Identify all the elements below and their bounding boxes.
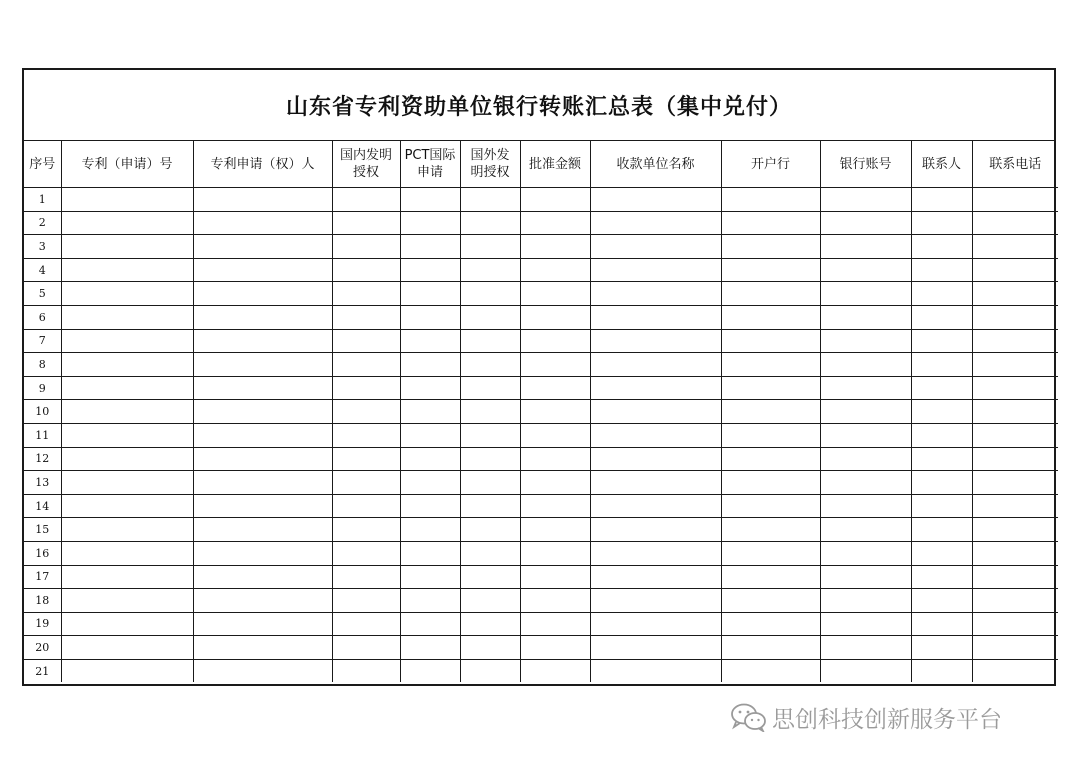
table-cell[interactable] xyxy=(590,329,721,353)
table-cell[interactable] xyxy=(61,447,193,471)
table-cell[interactable] xyxy=(400,305,460,329)
table-cell[interactable] xyxy=(721,282,820,306)
table-cell[interactable] xyxy=(332,400,400,424)
table-cell[interactable] xyxy=(911,235,972,259)
table-cell[interactable] xyxy=(820,258,911,282)
table-cell[interactable] xyxy=(460,565,520,589)
table-cell[interactable] xyxy=(911,636,972,660)
table-cell[interactable] xyxy=(400,541,460,565)
table-cell[interactable] xyxy=(332,211,400,235)
table-row xyxy=(24,258,1058,282)
table-cell[interactable] xyxy=(590,400,721,424)
column-header: 序号 xyxy=(24,141,61,188)
table-cell[interactable] xyxy=(721,353,820,377)
table-cell[interactable] xyxy=(721,471,820,495)
summary-table-sheet xyxy=(22,68,1056,686)
table-cell[interactable] xyxy=(721,305,820,329)
table-cell[interactable] xyxy=(972,612,1058,636)
table-cell[interactable] xyxy=(332,305,400,329)
table-cell[interactable] xyxy=(972,305,1058,329)
table-cell[interactable] xyxy=(61,188,193,212)
header-row xyxy=(24,141,1058,188)
table-cell[interactable] xyxy=(590,282,721,306)
table-cell[interactable] xyxy=(820,471,911,495)
table-cell[interactable] xyxy=(460,636,520,660)
table-cell[interactable] xyxy=(590,565,721,589)
table-cell[interactable] xyxy=(590,494,721,518)
table-cell[interactable] xyxy=(721,541,820,565)
table-cell[interactable] xyxy=(400,659,460,682)
table-cell[interactable] xyxy=(61,282,193,306)
table-cell[interactable] xyxy=(460,282,520,306)
table-cell[interactable] xyxy=(972,423,1058,447)
table-row xyxy=(24,376,1058,400)
table-cell[interactable] xyxy=(400,423,460,447)
table-cell[interactable] xyxy=(332,494,400,518)
watermark xyxy=(730,700,1002,734)
column-header: 联系电话 xyxy=(972,141,1058,188)
table-cell[interactable] xyxy=(520,400,590,424)
table-cell[interactable] xyxy=(193,518,332,542)
table-cell[interactable] xyxy=(972,659,1058,682)
column-header: 银行账号 xyxy=(820,141,911,188)
table-cell[interactable] xyxy=(972,518,1058,542)
table-cell[interactable] xyxy=(460,188,520,212)
table-cell[interactable] xyxy=(61,589,193,613)
table-cell[interactable] xyxy=(400,471,460,495)
table-cell[interactable] xyxy=(460,447,520,471)
table-cell[interactable] xyxy=(460,400,520,424)
table-cell[interactable] xyxy=(721,400,820,424)
table-cell[interactable] xyxy=(911,376,972,400)
table-cell[interactable] xyxy=(193,400,332,424)
column-header: 联系人 xyxy=(911,141,972,188)
table-row xyxy=(24,329,1058,353)
table-cell[interactable] xyxy=(820,494,911,518)
table-cell[interactable] xyxy=(460,353,520,377)
table-cell[interactable] xyxy=(721,612,820,636)
column-header: 批准金额 xyxy=(520,141,590,188)
table-cell[interactable] xyxy=(911,447,972,471)
row-number: 17 xyxy=(24,565,61,589)
table-cell[interactable] xyxy=(911,612,972,636)
table-cell[interactable] xyxy=(460,494,520,518)
table-cell[interactable] xyxy=(193,282,332,306)
table-cell[interactable] xyxy=(911,258,972,282)
table-cell[interactable] xyxy=(193,353,332,377)
table-cell[interactable] xyxy=(911,211,972,235)
table-cell[interactable] xyxy=(193,636,332,660)
column-header: 专利申请（权）人 xyxy=(193,141,332,188)
table-cell[interactable] xyxy=(400,447,460,471)
table-cell[interactable] xyxy=(820,423,911,447)
table-cell[interactable] xyxy=(911,423,972,447)
table-cell[interactable] xyxy=(193,612,332,636)
table-cell[interactable] xyxy=(520,305,590,329)
table-cell[interactable] xyxy=(820,282,911,306)
row-number: 12 xyxy=(24,447,61,471)
table-cell[interactable] xyxy=(820,447,911,471)
row-number: 5 xyxy=(24,282,61,306)
row-number: 9 xyxy=(24,376,61,400)
row-number: 19 xyxy=(24,612,61,636)
table-cell[interactable] xyxy=(721,188,820,212)
column-header: 国内发明 授权 xyxy=(332,141,400,188)
table-cell[interactable] xyxy=(61,305,193,329)
table-cell[interactable] xyxy=(193,329,332,353)
table-cell[interactable] xyxy=(820,188,911,212)
table-cell[interactable] xyxy=(332,447,400,471)
table-cell[interactable] xyxy=(61,565,193,589)
table-cell[interactable] xyxy=(520,541,590,565)
table-cell[interactable] xyxy=(61,471,193,495)
table-cell[interactable] xyxy=(972,400,1058,424)
table-cell[interactable] xyxy=(400,211,460,235)
table-cell[interactable] xyxy=(820,329,911,353)
table-cell[interactable] xyxy=(721,636,820,660)
row-number: 14 xyxy=(24,494,61,518)
table-cell[interactable] xyxy=(61,353,193,377)
table-cell[interactable] xyxy=(520,376,590,400)
table-cell[interactable] xyxy=(820,400,911,424)
table-row xyxy=(24,447,1058,471)
table-cell[interactable] xyxy=(721,565,820,589)
table-row xyxy=(24,494,1058,518)
table-cell[interactable] xyxy=(590,211,721,235)
table-cell[interactable] xyxy=(460,305,520,329)
table-cell[interactable] xyxy=(193,235,332,259)
table-cell[interactable] xyxy=(911,518,972,542)
table-cell[interactable] xyxy=(61,636,193,660)
row-number: 4 xyxy=(24,258,61,282)
table-cell[interactable] xyxy=(332,589,400,613)
table-cell[interactable] xyxy=(721,235,820,259)
table-cell[interactable] xyxy=(400,518,460,542)
table-cell[interactable] xyxy=(911,565,972,589)
table-cell[interactable] xyxy=(332,376,400,400)
table-row xyxy=(24,612,1058,636)
table-cell[interactable] xyxy=(590,353,721,377)
table-row xyxy=(24,659,1058,682)
row-number: 2 xyxy=(24,211,61,235)
table-cell[interactable] xyxy=(972,541,1058,565)
row-number: 8 xyxy=(24,353,61,377)
table-row xyxy=(24,541,1058,565)
table-title: 山东省专利资助单位银行转账汇总表（集中兑付） xyxy=(24,70,1054,141)
table-row xyxy=(24,282,1058,306)
table-cell[interactable] xyxy=(820,589,911,613)
table-cell[interactable] xyxy=(520,659,590,682)
table-cell[interactable] xyxy=(590,305,721,329)
table-row xyxy=(24,423,1058,447)
table-row xyxy=(24,589,1058,613)
table-cell[interactable] xyxy=(400,636,460,660)
table-cell[interactable] xyxy=(590,589,721,613)
table-cell[interactable] xyxy=(193,188,332,212)
table-cell[interactable] xyxy=(520,211,590,235)
table-cell[interactable] xyxy=(721,258,820,282)
table-cell[interactable] xyxy=(820,541,911,565)
table-cell[interactable] xyxy=(400,376,460,400)
table-cell[interactable] xyxy=(520,589,590,613)
table-cell[interactable] xyxy=(911,282,972,306)
table-cell[interactable] xyxy=(820,612,911,636)
table-cell[interactable] xyxy=(520,353,590,377)
column-header: 专利（申请）号 xyxy=(61,141,193,188)
table-cell[interactable] xyxy=(400,188,460,212)
table-cell[interactable] xyxy=(820,376,911,400)
table-row xyxy=(24,188,1058,212)
table-cell[interactable] xyxy=(400,235,460,259)
table-cell[interactable] xyxy=(520,235,590,259)
watermark-text: 思创科技创新服务平台 xyxy=(772,706,1002,733)
table-row xyxy=(24,518,1058,542)
table-cell[interactable] xyxy=(972,447,1058,471)
table-cell[interactable] xyxy=(972,494,1058,518)
table-cell[interactable] xyxy=(911,353,972,377)
table-cell[interactable] xyxy=(332,353,400,377)
table-cell[interactable] xyxy=(332,329,400,353)
table-cell[interactable] xyxy=(400,400,460,424)
table-cell[interactable] xyxy=(61,518,193,542)
table-cell[interactable] xyxy=(911,471,972,495)
table-cell[interactable] xyxy=(590,636,721,660)
table-cell[interactable] xyxy=(400,565,460,589)
table-cell[interactable] xyxy=(460,659,520,682)
table-cell[interactable] xyxy=(61,376,193,400)
row-number: 20 xyxy=(24,636,61,660)
table-cell[interactable] xyxy=(590,235,721,259)
table-cell[interactable] xyxy=(520,518,590,542)
table-cell[interactable] xyxy=(332,258,400,282)
table-cell[interactable] xyxy=(61,235,193,259)
table-cell[interactable] xyxy=(590,471,721,495)
table-cell[interactable] xyxy=(972,636,1058,660)
table-cell[interactable] xyxy=(972,282,1058,306)
table-cell[interactable] xyxy=(460,612,520,636)
table-cell[interactable] xyxy=(520,612,590,636)
table-cell[interactable] xyxy=(520,258,590,282)
row-number: 1 xyxy=(24,188,61,212)
row-number: 11 xyxy=(24,423,61,447)
table-cell[interactable] xyxy=(590,659,721,682)
table-cell[interactable] xyxy=(460,258,520,282)
table-cell[interactable] xyxy=(972,329,1058,353)
table-row xyxy=(24,353,1058,377)
table-cell[interactable] xyxy=(911,541,972,565)
table-cell[interactable] xyxy=(972,589,1058,613)
column-header: 开户行 xyxy=(721,141,820,188)
table-cell[interactable] xyxy=(193,211,332,235)
table-cell[interactable] xyxy=(721,518,820,542)
table-row xyxy=(24,471,1058,495)
table-cell[interactable] xyxy=(590,188,721,212)
table-cell[interactable] xyxy=(400,353,460,377)
table-cell[interactable] xyxy=(972,471,1058,495)
column-header: 国外发 明授权 xyxy=(460,141,520,188)
row-number: 7 xyxy=(24,329,61,353)
table-cell[interactable] xyxy=(460,589,520,613)
table-cell[interactable] xyxy=(972,188,1058,212)
table-cell[interactable] xyxy=(820,518,911,542)
table-cell[interactable] xyxy=(721,376,820,400)
table-cell[interactable] xyxy=(590,447,721,471)
table-cell[interactable] xyxy=(460,235,520,259)
table-cell[interactable] xyxy=(721,447,820,471)
table-cell[interactable] xyxy=(721,423,820,447)
table-cell[interactable] xyxy=(590,518,721,542)
table-cell[interactable] xyxy=(193,589,332,613)
table-cell[interactable] xyxy=(972,353,1058,377)
table-row xyxy=(24,565,1058,589)
row-number: 16 xyxy=(24,541,61,565)
table-cell[interactable] xyxy=(911,329,972,353)
table-cell[interactable] xyxy=(193,258,332,282)
table-cell[interactable] xyxy=(972,235,1058,259)
table-cell[interactable] xyxy=(520,494,590,518)
table-cell[interactable] xyxy=(520,423,590,447)
table-cell[interactable] xyxy=(460,329,520,353)
table-cell[interactable] xyxy=(400,282,460,306)
table-cell[interactable] xyxy=(193,494,332,518)
table-cell[interactable] xyxy=(400,612,460,636)
table-cell[interactable] xyxy=(61,400,193,424)
table-cell[interactable] xyxy=(61,659,193,682)
table-cell[interactable] xyxy=(590,423,721,447)
table-cell[interactable] xyxy=(61,258,193,282)
table-cell[interactable] xyxy=(400,329,460,353)
table-row xyxy=(24,400,1058,424)
table-cell[interactable] xyxy=(911,188,972,212)
table-cell[interactable] xyxy=(820,565,911,589)
table-cell[interactable] xyxy=(911,305,972,329)
table-cell[interactable] xyxy=(400,589,460,613)
table-cell[interactable] xyxy=(520,565,590,589)
table-cell[interactable] xyxy=(332,659,400,682)
row-number: 18 xyxy=(24,589,61,613)
table-cell[interactable] xyxy=(721,494,820,518)
table-cell[interactable] xyxy=(193,447,332,471)
table-cell[interactable] xyxy=(193,565,332,589)
table-cell[interactable] xyxy=(520,329,590,353)
table-cell[interactable] xyxy=(911,494,972,518)
table-cell[interactable] xyxy=(820,659,911,682)
table-cell[interactable] xyxy=(332,235,400,259)
table-cell[interactable] xyxy=(520,282,590,306)
table-cell[interactable] xyxy=(61,541,193,565)
table-cell[interactable] xyxy=(972,258,1058,282)
row-number: 6 xyxy=(24,305,61,329)
table-cell[interactable] xyxy=(61,211,193,235)
row-number: 13 xyxy=(24,471,61,495)
table-cell[interactable] xyxy=(460,423,520,447)
table-cell[interactable] xyxy=(332,282,400,306)
table-cell[interactable] xyxy=(820,211,911,235)
table-cell[interactable] xyxy=(721,211,820,235)
table-cell[interactable] xyxy=(820,636,911,660)
column-header: PCT国际 申请 xyxy=(400,141,460,188)
table-cell[interactable] xyxy=(820,305,911,329)
column-header: 收款单位名称 xyxy=(590,141,721,188)
table-cell[interactable] xyxy=(193,471,332,495)
table-cell[interactable] xyxy=(332,612,400,636)
table-cell[interactable] xyxy=(332,636,400,660)
table-cell[interactable] xyxy=(61,423,193,447)
row-number: 10 xyxy=(24,400,61,424)
table-cell[interactable] xyxy=(460,471,520,495)
table-cell[interactable] xyxy=(590,612,721,636)
table-cell[interactable] xyxy=(193,423,332,447)
table-cell[interactable] xyxy=(590,258,721,282)
table-cell[interactable] xyxy=(911,589,972,613)
table-cell[interactable] xyxy=(61,329,193,353)
table-cell[interactable] xyxy=(590,541,721,565)
table-cell[interactable] xyxy=(520,188,590,212)
table-cell[interactable] xyxy=(721,659,820,682)
table-row xyxy=(24,636,1058,660)
table-cell[interactable] xyxy=(61,612,193,636)
table-cell[interactable] xyxy=(520,447,590,471)
table-row xyxy=(24,235,1058,259)
table-cell[interactable] xyxy=(972,565,1058,589)
table-cell[interactable] xyxy=(193,376,332,400)
table-cell[interactable] xyxy=(193,305,332,329)
table-cell[interactable] xyxy=(332,565,400,589)
table-cell[interactable] xyxy=(400,258,460,282)
transfer-summary-table xyxy=(24,141,1058,682)
table-row xyxy=(24,211,1058,235)
table-cell[interactable] xyxy=(332,423,400,447)
table-cell[interactable] xyxy=(460,211,520,235)
table-cell[interactable] xyxy=(400,494,460,518)
table-cell[interactable] xyxy=(972,376,1058,400)
table-cell[interactable] xyxy=(721,589,820,613)
table-cell[interactable] xyxy=(460,541,520,565)
table-cell[interactable] xyxy=(61,494,193,518)
table-cell[interactable] xyxy=(193,541,332,565)
wechat-icon xyxy=(730,702,768,732)
table-cell[interactable] xyxy=(460,518,520,542)
row-number: 15 xyxy=(24,518,61,542)
row-number: 21 xyxy=(24,659,61,682)
table-cell[interactable] xyxy=(460,376,520,400)
table-cell[interactable] xyxy=(332,471,400,495)
table-cell[interactable] xyxy=(520,636,590,660)
table-cell[interactable] xyxy=(820,235,911,259)
table-cell[interactable] xyxy=(972,211,1058,235)
table-cell[interactable] xyxy=(332,188,400,212)
table-cell[interactable] xyxy=(911,659,972,682)
table-cell[interactable] xyxy=(911,400,972,424)
table-cell[interactable] xyxy=(721,329,820,353)
table-cell[interactable] xyxy=(520,471,590,495)
table-cell[interactable] xyxy=(332,518,400,542)
table-cell[interactable] xyxy=(332,541,400,565)
table-row xyxy=(24,305,1058,329)
table-cell[interactable] xyxy=(820,353,911,377)
table-cell[interactable] xyxy=(590,376,721,400)
row-number: 3 xyxy=(24,235,61,259)
table-cell[interactable] xyxy=(193,659,332,682)
